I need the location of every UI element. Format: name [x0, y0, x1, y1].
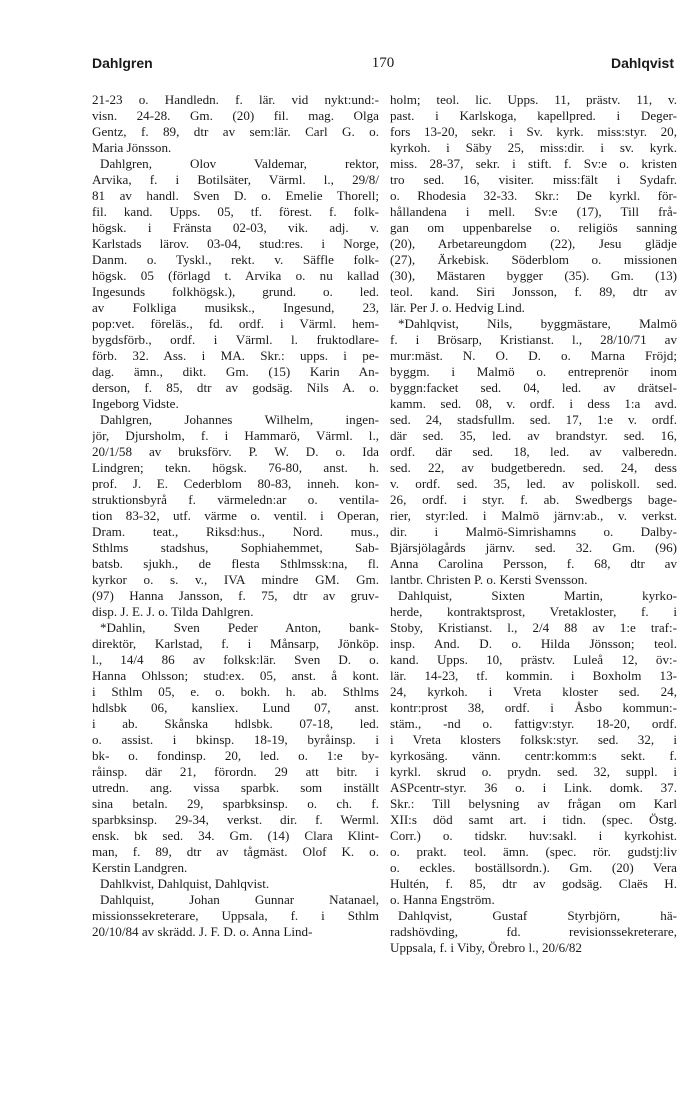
text-line: o. prakt. teol. ämn. (spec. rör. gudstj:liv: [390, 844, 677, 859]
page-header: [92, 54, 674, 76]
text-line: sina betaln. 29, sparbksinsp. o. ch. f.: [92, 796, 379, 811]
text-line: bk- o. fondinsp. 20, led. o. 1:e by-: [92, 748, 379, 763]
text-line: XII:s död samt art. i tidn. (spec. Östg.: [390, 812, 677, 827]
text-line: 20/10/84 av skrädd. J. F. D. o. Anna Lind-: [92, 924, 313, 939]
text-line: 21-23 o. Handledn. f. lär. vid nykt:und:-: [92, 92, 379, 107]
text-line: Lindgren; tekn. högsk. 76-80, anst. h.: [92, 460, 379, 475]
text-line: av Folkliga musiksk., Ingesund, 23,: [92, 300, 379, 315]
text-line: o. assist. i bkinsp. 18-19, byråinsp. i: [92, 732, 379, 747]
text-line: (20), Arbetareungdom (22), Jesu glädje: [390, 236, 677, 251]
text-line: Dahlkvist, Dahlquist, Dahlqvist.: [100, 876, 270, 891]
text-line: teol. kand. Siri Jonsson, f. 89, dtr av: [390, 284, 677, 299]
text-line: Ingesunds folkhögsk.), grund. o. led.: [92, 284, 379, 299]
text-line: 81 av handl. Sven D. o. Emelie Thorell;: [92, 188, 379, 203]
text-line: gan om uppenbarelse o. religiös sanning: [390, 220, 677, 235]
right-column: [390, 92, 677, 956]
text-line: tion 83-32, utf. värme o. ventil. i Operan,: [92, 508, 379, 523]
text-line: Uppsala, f. i Viby, Örebro l., 20/6/82: [390, 940, 582, 955]
text-line: i Vreta klosters folksk:styr. sed. 32, i: [390, 732, 677, 747]
text-line: kyrkosäng. vänn. centr:komm:s sekt. f.: [390, 748, 677, 763]
text-line: v. ordf. sed. 35, led. av poliskoll. sed.: [390, 476, 677, 491]
text-line: lär. Per J. o. Hedvig Lind.: [390, 300, 525, 315]
text-line: kyrkor o. s. v., IVA mindre GM. Gm.: [92, 572, 379, 587]
running-head-right: Dahlqvist: [610, 55, 674, 71]
text-line: (97) Hanna Jansson, f. 75, dtr av gruv-: [92, 588, 379, 603]
text-line: (27), Ärkebisk. Söderblom o. missionen: [390, 252, 677, 267]
text-line: där sed. 35, led. av brandstyr. sed. 16,: [390, 428, 677, 443]
text-line: ensk. bk sed. 34. Gm. (14) Clara Klint-: [92, 828, 379, 843]
text-line: Dram. teat., Riksd:hus., Nord. mus.,: [92, 524, 379, 539]
text-line: (30), Mästaren bygger (35). Gm. (13): [390, 268, 677, 283]
text-line: insp. And. D. o. Hilda Jönsson; teol.: [390, 636, 677, 651]
text-line: *Dahlqvist, Nils, byggmästare, Malmö: [398, 316, 677, 331]
text-line: prof. J. E. Cederblom 80-83, inneh. kon-: [92, 476, 379, 491]
text-line: Dahlquist, Johan Gunnar Natanael,: [100, 892, 379, 907]
text-line: hållandena i mell. Sv:e (17), Till frå-: [390, 204, 677, 219]
text-line: jör, Djursholm, f. i Hammarö, Värml. l.,: [92, 428, 379, 443]
text-line: man, f. 89, dtr av tågmäst. Olof K. o.: [92, 844, 379, 859]
text-line: dir. i Malmö-Simrishamns o. Dalby-: [390, 524, 677, 539]
text-line: utredn. ang. vissa sparbk. som inställt: [92, 780, 379, 795]
text-line: kamm. sed. 08, v. ordf. i dess 1:a avd.: [390, 396, 677, 411]
text-line: past. i Karlskoga, kapellpred. i Deger-: [390, 108, 677, 123]
text-line: Stoby, Kristianst. l., 2/4 88 av 1:e traf:-: [390, 620, 677, 635]
text-line: Hanna Ohlsson; stud:ex. 05, anst. å kont.: [92, 668, 379, 683]
text-line: direktör, Karlstad, f. i Månsarp, Jönköp.: [92, 636, 379, 651]
text-line: tro sed. 16, visiter. miss:fält i Sydafr.: [390, 172, 677, 187]
text-line: f. i Brösarp, Kristianst. l., 28/10/71 av: [390, 332, 677, 347]
text-line: Bjärsjölagårds järnv. sed. 32. Gm. (96): [390, 540, 677, 555]
text-line: förb. 32. Ass. i MA. Skr.: upps. i pe-: [92, 348, 379, 363]
text-line: stäm., -nd o. fattigv:styr. 18-20, ordf.: [390, 716, 677, 731]
text-line: råinsp. där 21, förordn. 29 att bitr. i: [92, 764, 379, 779]
text-line: sed. 22, av budgetberedn. sed. 24, dess: [390, 460, 677, 475]
text-line: batsb. sjukh., de flesta Sthlmssk:na, fl.: [92, 556, 379, 571]
text-line: hdlsbk 06, kansliex. Lund 07, anst.: [92, 700, 379, 715]
text-line: Danm. o. Tyskl., rekt. v. Säffle folk-: [92, 252, 379, 267]
text-line: derson, f. 85, dtr av godsäg. Nils A. o.: [92, 380, 379, 395]
text-line: Gentz, f. 89, dtr av sem:lär. Carl G. o.: [92, 124, 379, 139]
text-line: kyrkl. skrud o. prydn. sed. 32, suppl. i: [390, 764, 677, 779]
text-line: disp. J. E. J. o. Tilda Dahlgren.: [92, 604, 254, 619]
text-line: mur:mäst. N. O. D. o. Marna Fröjd;: [390, 348, 677, 363]
text-line: ordf. där sed. 18, led. av valberedn.: [390, 444, 677, 459]
text-line: Kerstin Landgren.: [92, 860, 188, 875]
text-line: fil. kand. Upps. 05, tf. förest. f. folk-: [92, 204, 379, 219]
text-line: bygdsförb., ordf. i Värml. l. fruktodlare-: [92, 332, 379, 347]
text-line: högsk. i Fränsta 02-03, vik. adj. v.: [92, 220, 379, 235]
text-line: Dahlqvist, Gustaf Styrbjörn, hä-: [398, 908, 677, 923]
text-line: holm; teol. lic. Upps. 11, prästv. 11, v.: [390, 92, 677, 107]
text-line: kyrkoh. i Säby 25, miss:dir. i sv. kyrk.: [390, 140, 677, 155]
text-line: Corr.) o. tidskr. huv:sakl. i kyrkohist.: [390, 828, 677, 843]
text-line: o. Hanna Engström.: [390, 892, 495, 907]
text-line: fors 13-20, sekr. i Sv. kyrk. miss:styr. 20,: [390, 124, 677, 139]
text-line: lantbr. Christen P. o. Kersti Svensson.: [390, 572, 588, 587]
text-line: o. Rhodesia 32-33. Skr.: De kyrkl. för-: [390, 188, 677, 203]
text-line: o. eckles. boställsordn.). Gm. (20) Vera: [390, 860, 677, 875]
text-line: sparbksinsp. 29-34, verkst. dir. f. Werml.: [92, 812, 379, 827]
text-line: Dahlquist, Sixten Martin, kyrko-: [398, 588, 677, 603]
text-line: Maria Jönsson.: [92, 140, 172, 155]
text-line: pop:vet. föreläs., fd. ordf. i Värml. hem-: [92, 316, 379, 331]
text-line: Ingeborg Vidste.: [92, 396, 179, 411]
text-line: Anna Carolina Persson, f. 68, dtr av: [390, 556, 677, 571]
text-line: i ab. Skånska hdlsbk. 07-18, led.: [92, 716, 379, 731]
text-line: Dahlgren, Johannes Wilhelm, ingen-: [100, 412, 379, 427]
text-line: byggm. i Malmö o. entreprenör inom: [390, 364, 677, 379]
text-line: Arvika, f. i Botilsäter, Värml. l., 29/8/: [92, 172, 379, 187]
text-line: kand. Upps. 10, prästv. Luleå 12, öv:-: [390, 652, 677, 667]
text-line: sed. 24, stadsfullm. sed. 17, 1:e v. ordf.: [390, 412, 677, 427]
text-line: 26, ordf. i styr. f. ab. Swedbergs bage-: [390, 492, 677, 507]
text-line: radshövding, fd. revisionssekreterare,: [390, 924, 677, 939]
text-line: Sthlms stadshus, Sophiahemmet, Sab-: [92, 540, 379, 555]
text-line: lär. 14-23, tf. kommin. i Boxholm 13-: [390, 668, 677, 683]
text-line: 20/1/58 av bruksförv. P. W. D. o. Ida: [92, 444, 379, 459]
text-line: visn. 24-28. Gm. (20) fil. mag. Olga: [92, 108, 379, 123]
text-line: kontr:prost 38, ordf. i Åsbo kommun:-: [390, 700, 677, 715]
text-line: struktionsbyrå f. värmeledn:ar o. ventila-: [92, 492, 379, 507]
text-line: högsk. 05 (förlagd t. Arvika o. nu kallad: [92, 268, 379, 283]
text-line: *Dahlin, Sven Peder Anton, bank-: [100, 620, 379, 635]
text-line: missionssekreterare, Uppsala, f. i Sthlm: [92, 908, 379, 923]
text-line: Hultén, f. 85, dtr av godsäg. Claës H.: [390, 876, 677, 891]
page-number: 170: [371, 55, 395, 71]
running-head-left: Dahlgren: [92, 55, 153, 71]
text-line: byggn:facket sed. 04, led. av drätsel-: [390, 380, 677, 395]
text-line: i Sthlm 05, e. o. bokh. h. ab. Sthlms: [92, 684, 379, 699]
text-line: Skr.: Till belysning av frågan om Karl: [390, 796, 677, 811]
left-column: [92, 92, 379, 940]
text-line: miss. 28-37, sekr. i stift. f. Sv:e o. kristen: [390, 156, 677, 171]
text-line: 24, kyrkoh. i Vreta kloster sed. 24,: [390, 684, 677, 699]
text-line: Dahlgren, Olov Valdemar, rektor,: [100, 156, 379, 171]
text-line: rier, styr:led. i Malmö järnv:ab., v. verkst.: [390, 508, 677, 523]
text-line: l., 14/4 86 av folksk:lär. Sven D. o.: [92, 652, 379, 667]
text-line: herde, kontraktsprost, Vretakloster, f. i: [390, 604, 677, 619]
text-line: Karlstads lärov. 03-04, stud:res. i Norge,: [92, 236, 379, 251]
text-line: dag. ämn., dikt. Gm. (15) Karin An-: [92, 364, 379, 379]
text-line: ASPcentr-styr. 36 o. i Link. domk. 37.: [390, 780, 677, 795]
